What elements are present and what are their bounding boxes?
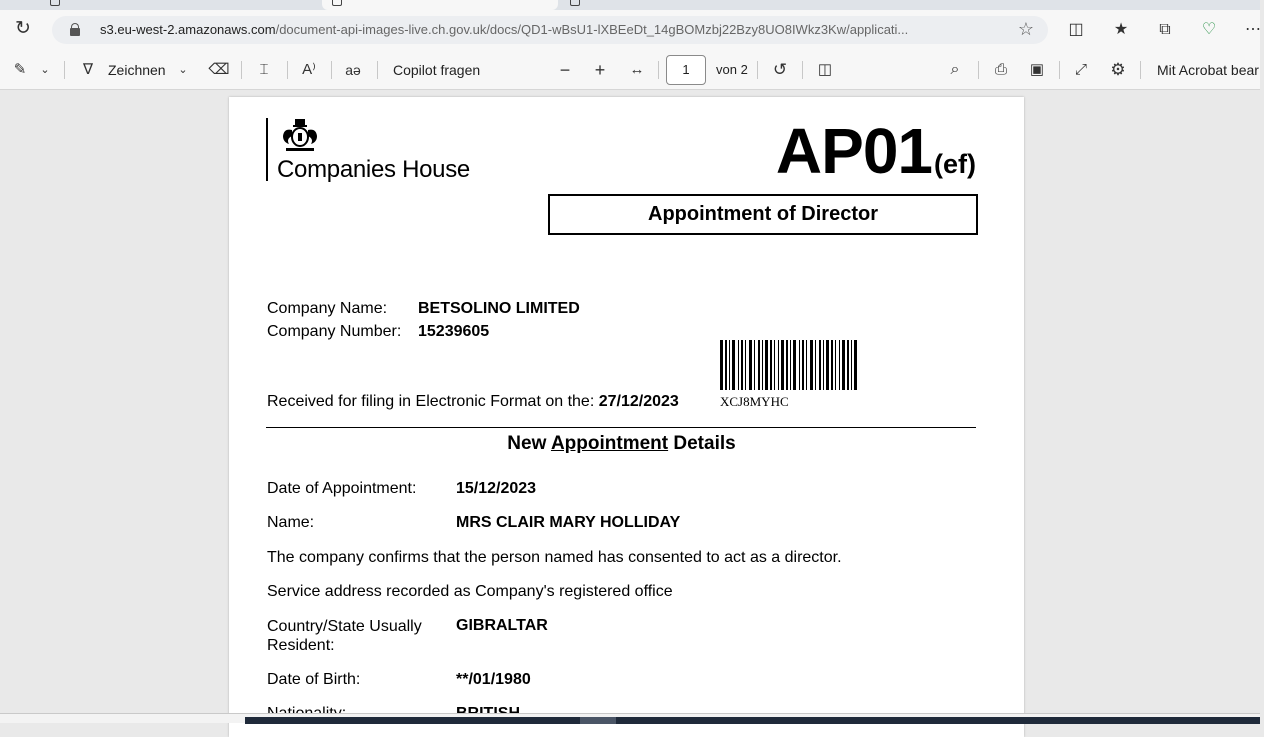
fullscreen-icon[interactable]: ⤢ <box>1074 61 1087 78</box>
document-title: Appointment of Director <box>548 194 978 235</box>
service-address-statement: Service address recorded as Company's registered office <box>267 583 673 600</box>
received-label: Received for filing in Electronic Format on the: <box>267 393 595 410</box>
copilot-button[interactable]: Copilot fragen <box>393 62 481 78</box>
translate-icon[interactable]: aə <box>345 62 361 78</box>
form-code <box>776 114 976 188</box>
tab-actions-icon[interactable] <box>50 0 60 6</box>
pdf-viewer[interactable] <box>0 91 1260 713</box>
read-aloud-icon[interactable]: A⁾ <box>302 61 316 78</box>
lock-icon[interactable] <box>70 23 80 36</box>
name-label: Name: <box>267 514 315 531</box>
rotate-icon[interactable]: ↺ <box>772 60 788 79</box>
barcode-text: XCJ8MYHC <box>720 394 789 409</box>
form-code-suffix: (ef) <box>934 149 976 179</box>
zoom-in-icon[interactable]: + <box>594 60 606 80</box>
page-view-icon[interactable]: ◫ <box>817 61 833 78</box>
dob-value: **/01/1980 <box>456 671 531 688</box>
received-date: 27/12/2023 <box>598 393 679 410</box>
date-of-appointment-label: Date of Appointment: <box>267 480 417 497</box>
open-in-acrobat-button[interactable]: Mit Acrobat bear <box>1157 62 1259 78</box>
toolbar-divider <box>1140 61 1141 79</box>
settings-gear-icon[interactable]: ⚙ <box>1110 60 1126 79</box>
search-icon[interactable]: ⌕ <box>950 61 960 78</box>
logo-rule <box>266 118 268 181</box>
reload-icon[interactable]: ↻ <box>15 18 31 39</box>
browser-tab-active[interactable] <box>322 0 558 10</box>
taskbar-active-app[interactable] <box>580 717 616 724</box>
draw-button[interactable]: Zeichnen <box>108 62 166 78</box>
print-icon[interactable]: ⎙ <box>994 61 1007 78</box>
tab-strip <box>0 0 1260 10</box>
barcode <box>720 340 970 390</box>
country-value: GIBRALTAR <box>456 617 548 634</box>
company-name-value: BETSOLINO LIMITED <box>418 300 580 317</box>
toolbar-divider <box>757 61 758 79</box>
highlight-icon[interactable]: ✎ <box>13 61 27 78</box>
taskbar-apps[interactable] <box>245 717 1260 724</box>
toolbar-divider <box>658 61 659 79</box>
draw-icon[interactable]: ∇ <box>82 61 94 78</box>
toolbar-divider <box>241 61 242 79</box>
chevron-down-icon[interactable]: ⌄ <box>178 64 188 76</box>
split-screen-icon[interactable]: ◫ <box>1068 21 1084 38</box>
url-path: /document-api-images-live.ch.gov.uk/docs/QD1-wBsU1-lXBEeDt_14gBOMzbj22Bzy8UO8IWkz3Kw/applicati... <box>275 22 909 37</box>
page-number-input[interactable]: 1 <box>666 55 706 85</box>
chevron-down-icon[interactable]: ⌄ <box>40 64 50 76</box>
fit-to-width-icon[interactable]: ↔ <box>629 61 645 78</box>
dob-label: Date of Birth: <box>267 671 361 688</box>
favorites-icon[interactable]: ★ <box>1113 21 1129 38</box>
pdf-page <box>229 97 1024 737</box>
toolbar-divider <box>377 61 378 79</box>
received-for-filing <box>267 393 679 411</box>
text-box-icon[interactable]: ⌶ <box>259 61 269 78</box>
more-menu-icon[interactable]: ⋯ <box>1245 21 1261 38</box>
companies-house-logo <box>266 118 476 184</box>
consent-statement: The company confirms that the person named has consented to act as a director. <box>267 549 842 566</box>
toolbar-divider <box>1059 61 1060 79</box>
form-code-number: AP01 <box>775 115 932 187</box>
pdf-toolbar <box>0 50 1260 90</box>
url-host: s3.eu-west-2.amazonaws.com <box>100 22 276 37</box>
toolbar-divider <box>64 61 65 79</box>
name-value: MRS CLAIR MARY HOLLIDAY <box>456 514 681 531</box>
toolbar-divider <box>978 61 979 79</box>
logo-text: Companies House <box>277 156 470 183</box>
url-field[interactable] <box>52 16 1048 44</box>
section-title <box>229 433 1014 455</box>
toolbar-divider <box>287 61 288 79</box>
document-icon <box>570 0 580 6</box>
section-title-prefix: New <box>507 433 547 454</box>
url-text[interactable] <box>100 22 1000 37</box>
section-title-suffix: Details <box>673 433 736 454</box>
document-icon <box>332 0 342 6</box>
collections-icon[interactable]: ⧉ <box>1159 21 1171 38</box>
company-name-label: Company Name: <box>267 300 388 317</box>
address-bar <box>0 10 1260 50</box>
taskbar <box>0 713 1260 723</box>
browser-tab[interactable] <box>8 0 83 10</box>
toolbar-divider <box>331 61 332 79</box>
company-number-value: 15239605 <box>418 323 490 340</box>
page-count-label: von 2 <box>716 62 748 77</box>
favorite-star-icon[interactable]: ☆ <box>1017 19 1034 39</box>
date-of-appointment-value: 15/12/2023 <box>456 480 537 497</box>
browser-essentials-icon[interactable]: ♡ <box>1201 21 1217 38</box>
royal-crest-icon <box>278 118 322 154</box>
toolbar-divider <box>802 61 803 79</box>
section-title-underlined: Appointment <box>550 433 669 454</box>
zoom-out-icon[interactable]: − <box>559 60 571 80</box>
company-number-label: Company Number: <box>267 323 402 340</box>
save-icon[interactable]: ▣ <box>1029 61 1045 78</box>
eraser-icon[interactable]: ⌫ <box>208 61 230 78</box>
section-divider <box>266 427 976 428</box>
country-label-line2: Resident: <box>267 637 335 654</box>
country-label-line1: Country/State Usually <box>267 618 422 635</box>
country-label <box>267 617 422 655</box>
